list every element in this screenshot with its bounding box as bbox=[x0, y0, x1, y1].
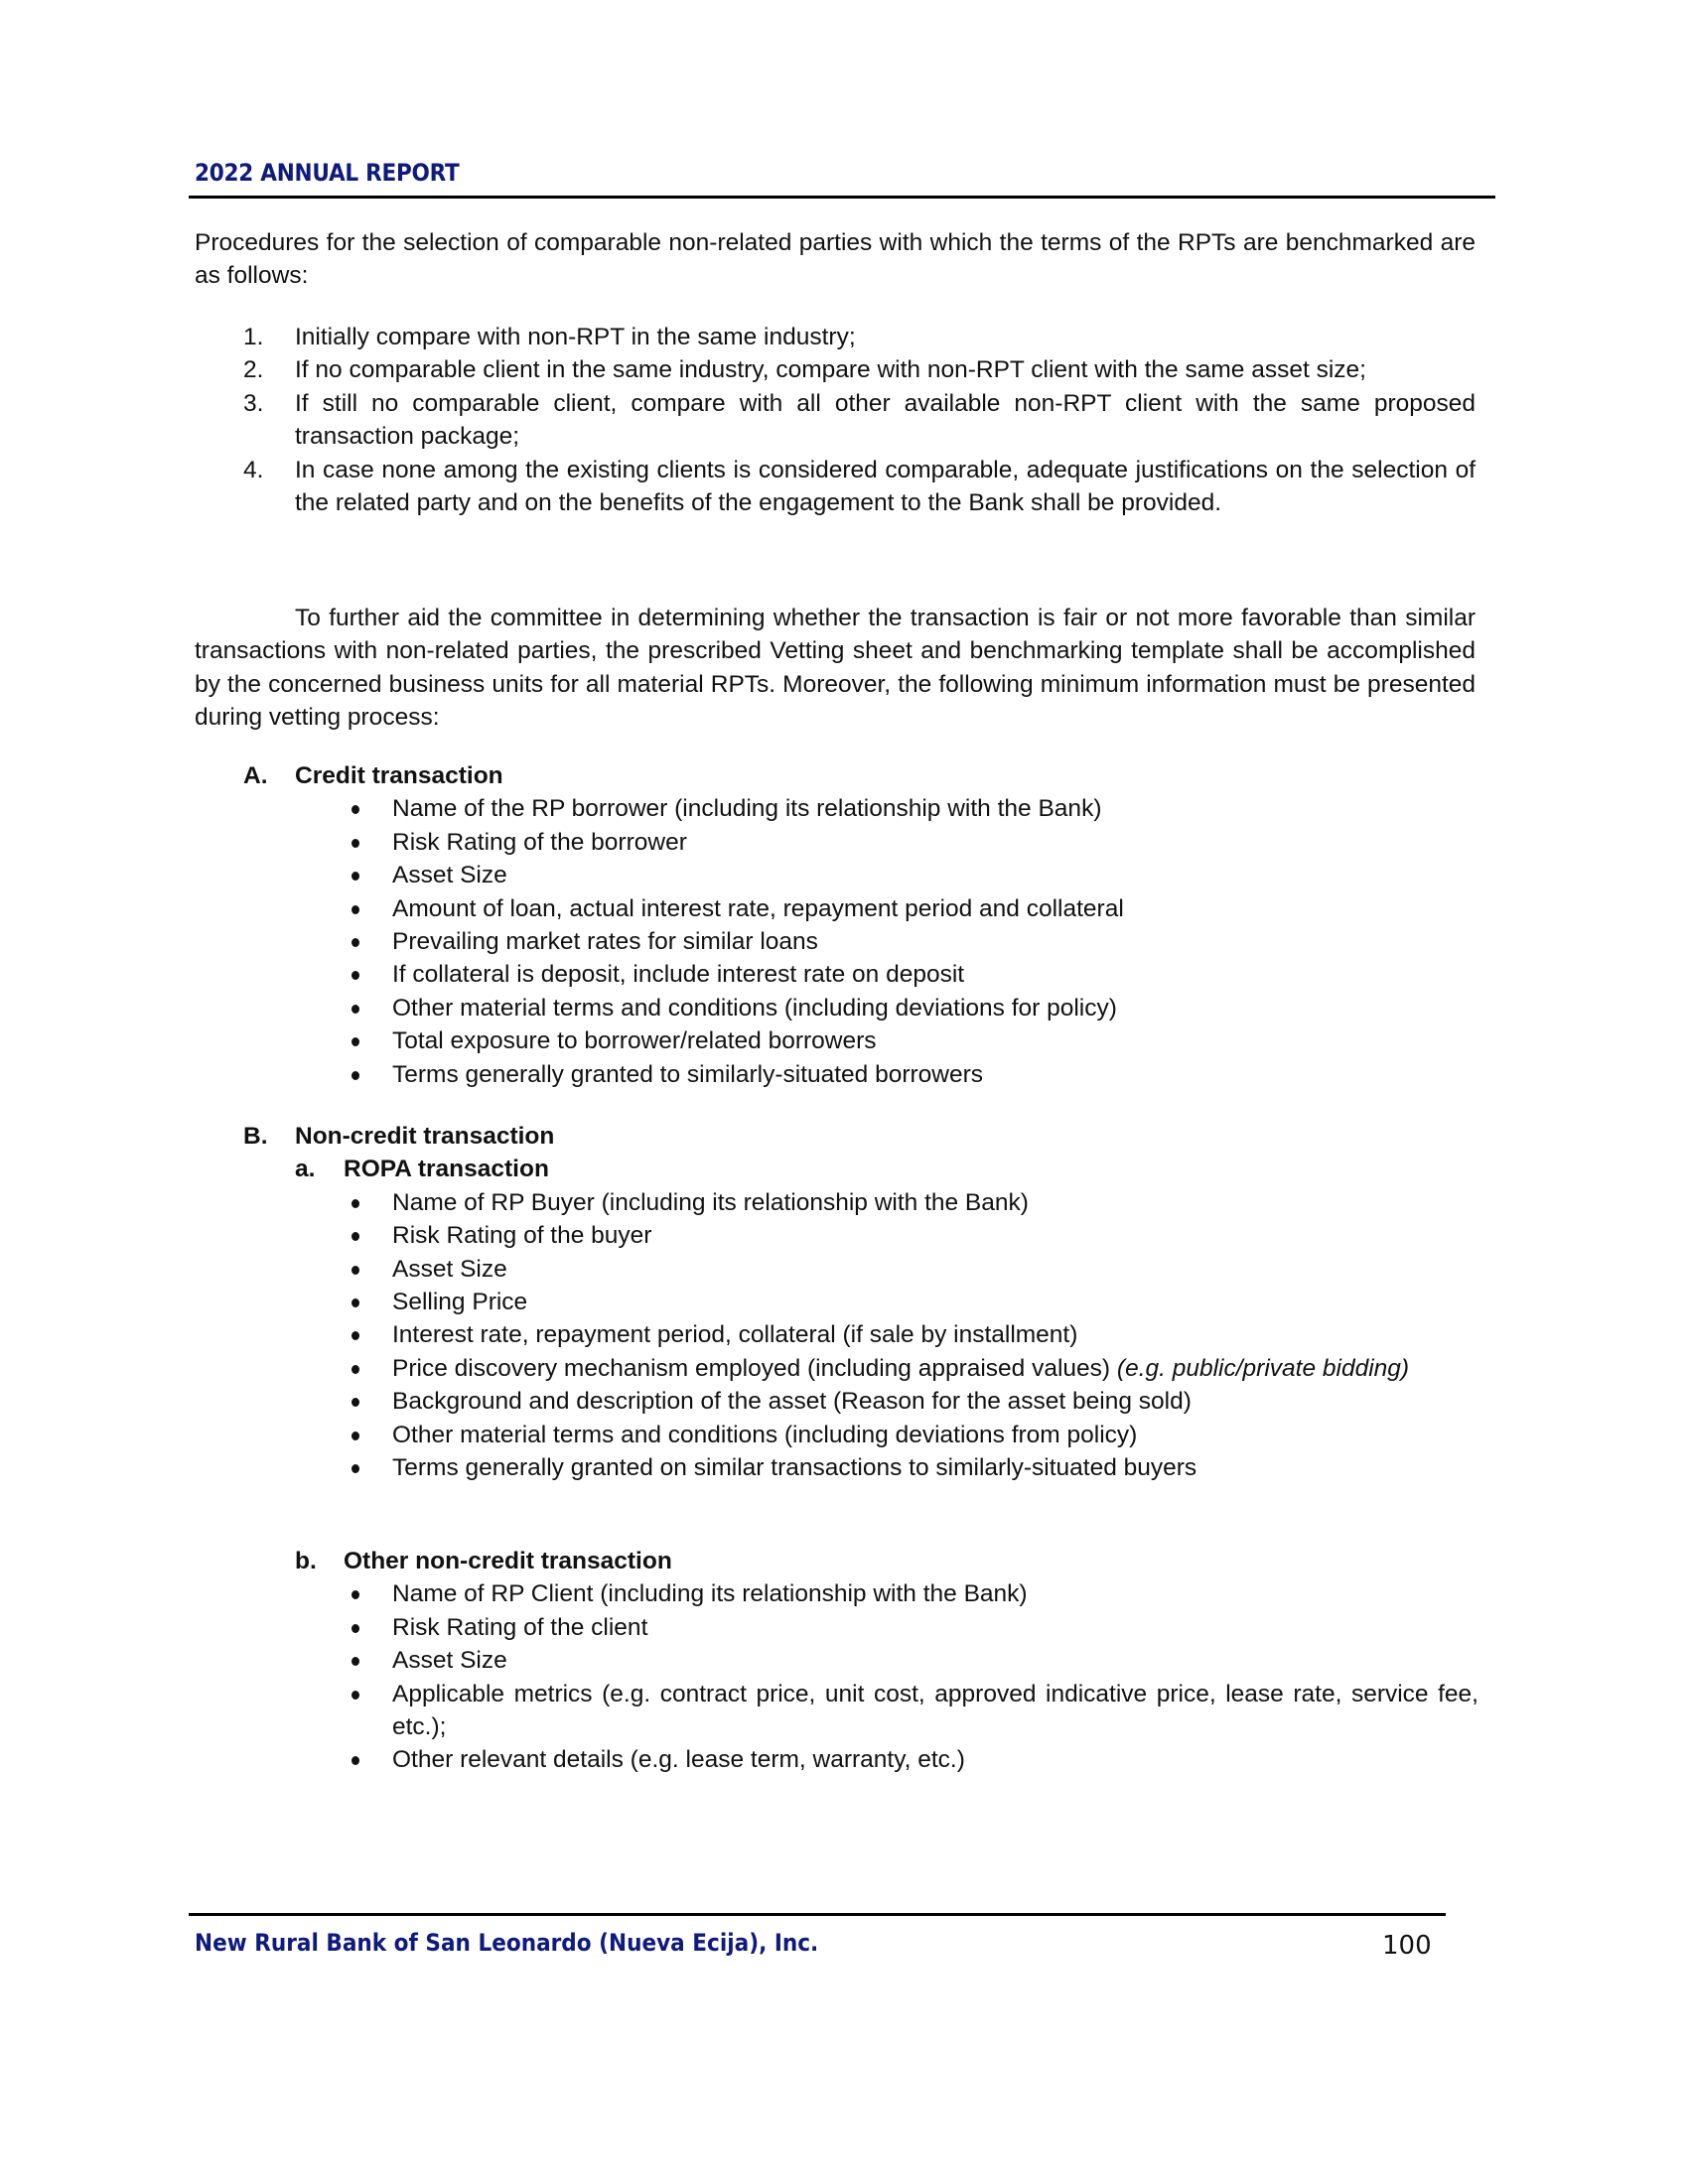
step-text: If still no comparable client, compare with all other available non-RPT client with the same proposed transaction package; bbox=[295, 389, 1476, 451]
list-item: Interest rate, repayment period, collateral (if sale by installment) bbox=[195, 1318, 1478, 1351]
list-item: Risk Rating of the client bbox=[195, 1611, 1478, 1644]
vetting-paragraph bbox=[195, 602, 1476, 735]
subsection-title: ROPA transaction bbox=[344, 1156, 549, 1183]
step-number: 3. bbox=[243, 389, 264, 417]
bullet-icon bbox=[352, 1037, 359, 1046]
step-text: If no comparable client in the same industry, compare with non-RPT client with the same asset size; bbox=[295, 356, 1366, 384]
list-item: Terms generally granted on similar transactions to similarly-situated buyers bbox=[195, 1451, 1478, 1484]
step-number: 4. bbox=[243, 456, 264, 483]
bullet-icon bbox=[352, 1590, 359, 1599]
subsection-heading-ropa bbox=[195, 1153, 1485, 1185]
bullet-icon bbox=[352, 1232, 359, 1241]
list-item: Other material terms and conditions (including deviations from policy) bbox=[195, 1419, 1478, 1451]
bullet-icon bbox=[352, 1464, 359, 1473]
intro-paragraph: Procedures for the selection of comparable non-related parties with which the terms of the RPTs are benchmarked are as follows: bbox=[195, 229, 1476, 290]
ropa-requirements-list bbox=[195, 1186, 1485, 1485]
footer-bank-name: New Rural Bank of San Leonardo (Nueva Ecija), Inc. bbox=[195, 1929, 819, 1957]
procedure-step bbox=[195, 454, 1476, 520]
list-item: Prevailing market rates for similar loans bbox=[195, 925, 1478, 958]
list-item: Asset Size bbox=[195, 859, 1478, 891]
bullet-icon bbox=[352, 1005, 359, 1014]
list-item: Terms generally granted to similarly-situated borrowers bbox=[195, 1058, 1478, 1091]
list-item: Name of the RP borrower (including its relationship with the Bank) bbox=[195, 792, 1478, 825]
list-item: Risk Rating of the borrower bbox=[195, 826, 1478, 859]
italic-example: (e.g. public/private bidding) bbox=[1116, 1354, 1410, 1382]
page-number: 100 bbox=[1382, 1931, 1432, 1961]
section-title: Non-credit transaction bbox=[295, 1123, 555, 1150]
bullet-icon bbox=[352, 839, 359, 848]
step-number: 2. bbox=[243, 356, 264, 384]
subsection-title: Other non-credit transaction bbox=[344, 1548, 672, 1574]
bullet-icon bbox=[352, 938, 359, 947]
bullet-icon bbox=[352, 1365, 359, 1374]
procedure-step bbox=[195, 321, 1476, 353]
other-requirements-list bbox=[195, 1577, 1485, 1776]
bullet-icon bbox=[352, 805, 359, 814]
list-item: Name of RP Client (including its relationship with the Bank) bbox=[195, 1577, 1478, 1610]
list-item: Asset Size bbox=[195, 1644, 1478, 1677]
list-item: Risk Rating of the buyer bbox=[195, 1219, 1478, 1252]
bullet-icon bbox=[352, 1199, 359, 1208]
list-item: Asset Size bbox=[195, 1253, 1478, 1286]
list-item: Price discovery mechanism employed (including appraised values) (e.g. public/private bidding) bbox=[195, 1352, 1478, 1385]
section-letter: B. bbox=[243, 1123, 268, 1150]
procedure-step bbox=[195, 353, 1476, 386]
bullet-icon bbox=[352, 1691, 359, 1700]
section-non-credit-transaction bbox=[195, 1120, 1485, 1484]
bullet-icon bbox=[352, 1266, 359, 1275]
section-title: Credit transaction bbox=[295, 762, 503, 789]
list-item: Amount of loan, actual interest rate, repayment period and collateral bbox=[195, 892, 1478, 925]
section-letter: A. bbox=[243, 762, 268, 789]
subsection-letter: b. bbox=[295, 1548, 317, 1574]
step-text: In case none among the existing clients is considered comparable, adequate justifications on the selection of the related party and on the benefits of the engagement to the Bank shall be provided. bbox=[295, 456, 1476, 517]
list-item: Total exposure to borrower/related borrowers bbox=[195, 1024, 1478, 1057]
bullet-icon bbox=[352, 1071, 359, 1080]
bullet-icon bbox=[352, 872, 359, 881]
bullet-icon bbox=[352, 1298, 359, 1307]
section-credit-transaction bbox=[195, 759, 1485, 1091]
footer-rule bbox=[189, 1913, 1446, 1916]
list-item: Background and description of the asset (Reason for the asset being sold) bbox=[195, 1385, 1478, 1418]
bullet-icon bbox=[352, 1756, 359, 1765]
section-other-non-credit bbox=[195, 1545, 1485, 1777]
list-item: If collateral is deposit, include interest rate on deposit bbox=[195, 958, 1478, 991]
bullet-icon bbox=[352, 905, 359, 914]
procedure-steps-list bbox=[195, 321, 1476, 519]
section-heading bbox=[195, 1120, 1485, 1153]
bullet-icon bbox=[352, 1657, 359, 1666]
subsection-heading-other bbox=[195, 1545, 1485, 1577]
list-item: Applicable metrics (e.g. contract price, unit cost, approved indicative price, lease rate, service fee, etc.); bbox=[195, 1678, 1478, 1744]
header-rule bbox=[189, 196, 1495, 199]
report-header-title: 2022 ANNUAL REPORT bbox=[195, 159, 460, 187]
list-item: Selling Price bbox=[195, 1286, 1478, 1318]
bullet-icon bbox=[352, 1624, 359, 1633]
vetting-paragraph-text: To further aid the committee in determining whether the transaction is fair or not more favorable than similar transactions with non-related parties, the prescribed Vetting sheet and benchmarking template shall be accomplished by the concerned business units for all material RPTs. Moreover, the following minimum information must be presented during vetting process: bbox=[195, 605, 1476, 732]
step-number: 1. bbox=[243, 324, 264, 350]
list-item: Other relevant details (e.g. lease term, warranty, etc.) bbox=[195, 1743, 1478, 1776]
bullet-icon bbox=[352, 971, 359, 980]
step-text: Initially compare with non-RPT in the same industry; bbox=[295, 324, 856, 350]
procedure-step bbox=[195, 387, 1476, 454]
subsection-letter: a. bbox=[295, 1156, 316, 1183]
bullet-icon bbox=[352, 1398, 359, 1407]
bullet-icon bbox=[352, 1432, 359, 1440]
list-item: Name of RP Buyer (including its relationship with the Bank) bbox=[195, 1186, 1478, 1219]
section-heading bbox=[195, 759, 1485, 792]
credit-requirements-list bbox=[195, 792, 1485, 1091]
list-item: Other material terms and conditions (including deviations for policy) bbox=[195, 992, 1478, 1024]
bullet-icon bbox=[352, 1331, 359, 1340]
